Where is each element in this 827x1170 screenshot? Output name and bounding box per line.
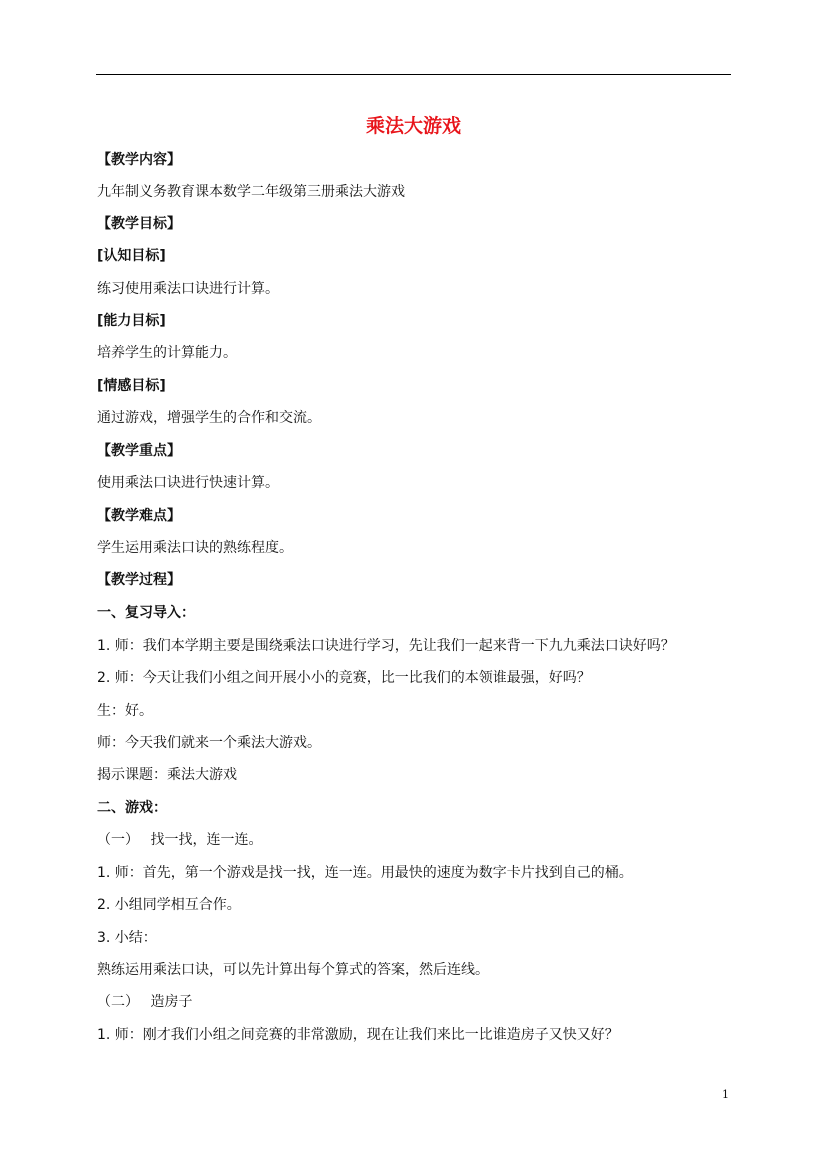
section-heading: 【教学重点】 [97, 443, 181, 459]
section-heading: 【教学难点】 [97, 508, 181, 524]
section-heading: [认知目标] [97, 248, 166, 264]
section-heading: 【教学内容】 [97, 152, 181, 168]
body-text-line: 2. 师：今天让我们小组之间开展小小的竞赛，比一比我们的本领谁最强，好吗？ [97, 670, 591, 686]
body-text-line: 3. 小结： [97, 930, 157, 946]
section-heading: [能力目标] [97, 313, 166, 329]
body-text-line: （二） 造房子 [97, 994, 193, 1010]
body-text-line: 熟练运用乘法口诀，可以先计算出每个算式的答案，然后连线。 [97, 962, 489, 978]
body-text-line: 1. 师：我们本学期主要是围绕乘法口诀进行学习，先让我们一起来背一下九九乘法口诀好吗？ [97, 638, 675, 654]
body-text-line: 师：今天我们就来一个乘法大游戏。 [97, 735, 321, 751]
body-text-line: 培养学生的计算能力。 [97, 345, 237, 361]
body-text-line: 使用乘法口诀进行快速计算。 [97, 475, 279, 491]
section-heading: 【教学目标】 [97, 216, 181, 232]
body-text-line: 2. 小组同学相互合作。 [97, 897, 241, 913]
section-heading: 【教学过程】 [97, 572, 181, 588]
document-title: 乘法大游戏 [365, 115, 461, 137]
body-text-line: 生：好。 [97, 703, 153, 719]
body-text-line: 学生运用乘法口诀的熟练程度。 [97, 540, 293, 556]
body-text-line: 九年制义务教育课本数学二年级第三册乘法大游戏 [97, 184, 405, 200]
body-text-line: 通过游戏，增强学生的合作和交流。 [97, 410, 321, 426]
body-text-line: 1. 师：首先，第一个游戏是找一找，连一连。用最快的速度为数字卡片找到自己的桶。 [97, 865, 633, 881]
body-text-line: 揭示课题：乘法大游戏 [97, 767, 237, 783]
body-text-line: （一） 找一找，连一连。 [97, 832, 263, 848]
section-heading: [情感目标] [97, 378, 166, 394]
section-heading: 二、游戏： [97, 800, 167, 816]
header-rule [96, 74, 731, 75]
body-text-line: 练习使用乘法口诀进行计算。 [97, 281, 279, 297]
page-number: 1 [722, 1088, 729, 1101]
section-heading: 一、复习导入： [97, 605, 195, 621]
body-text-line: 1. 师：刚才我们小组之间竞赛的非常激励，现在让我们来比一比谁造房子又快又好？ [97, 1027, 619, 1043]
